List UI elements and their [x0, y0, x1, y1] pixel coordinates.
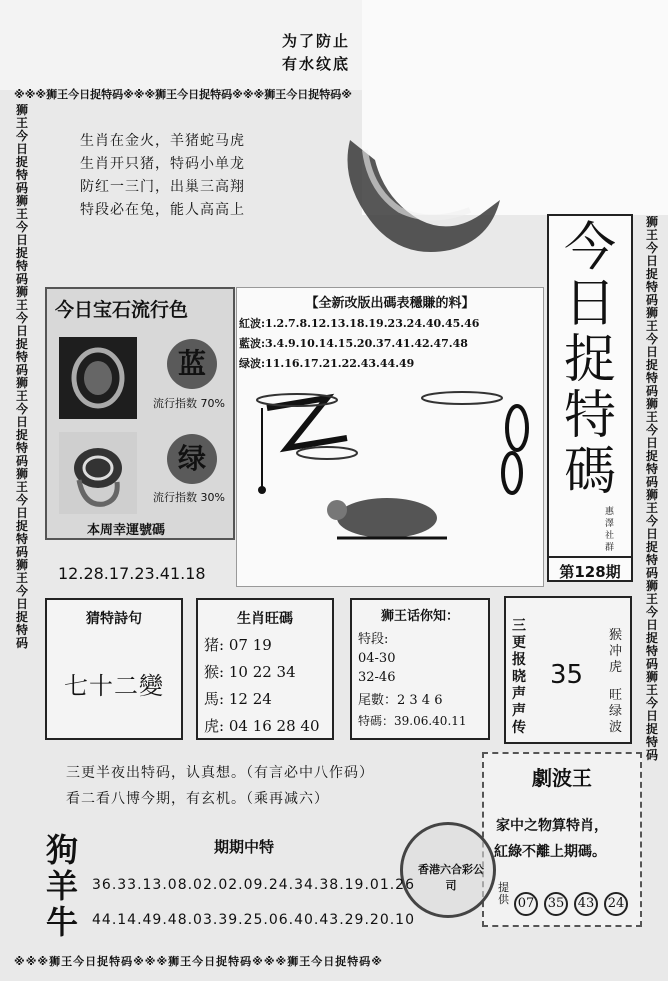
number-ball: 35	[544, 892, 568, 916]
masthead-box	[547, 214, 633, 582]
zodiac-nums: 10 22 34	[228, 663, 296, 681]
zodiac-animal: 猪:	[204, 636, 225, 654]
masthead-sub: 惠 澤 社 群	[605, 507, 615, 553]
masthead-char: 碼	[563, 442, 616, 502]
left-side-text: 狮王今日捉特码狮王今日捉特码狮王今日捉特码狮王今日捉特码狮王今日捉特码狮王今日捉特码	[16, 104, 29, 650]
header-notice-2: 有水纹底	[282, 55, 351, 73]
cartoon-illustration	[237, 378, 543, 578]
top-banner: ※※※狮王今日捉特码※※※狮王今日捉特码※※※狮王今日捉特码※	[14, 88, 352, 101]
right-side-text: 狮王今日捉特码狮王今日捉特码狮王今日捉特码狮王今日捉特码狮王今日捉特码狮王今日捉特码	[646, 216, 659, 762]
dawn-right-top: 猴冲虎	[609, 628, 623, 675]
masthead-char: 日	[563, 274, 616, 334]
special-row-1: 36.33.13.08.02.02.09.24.34.38.19.01.26	[92, 877, 415, 893]
number-ball: 43	[574, 892, 598, 916]
color-badge-blue	[167, 339, 217, 389]
company-stamp	[400, 822, 496, 918]
lion-title: 狮王话你知：	[380, 609, 459, 624]
wave-king-line-2: 紅綠不離上期碼。	[494, 844, 606, 860]
zodiac-row	[204, 715, 332, 736]
lion-line: 尾數：2 3 4 6	[358, 693, 443, 708]
color-label: 蓝	[177, 347, 206, 380]
poem-line: 特段必在兔，能人高高上	[80, 202, 245, 218]
lion-line: 特段:	[358, 632, 389, 647]
guess-poem-title: 猜特詩句	[86, 611, 142, 627]
provider-label: 提供	[498, 881, 509, 906]
special-row-2: 44.14.49.48.03.39.25.06.40.43.29.20.10	[92, 912, 415, 928]
masthead-char: 特	[563, 386, 616, 446]
dawn-box	[504, 596, 632, 744]
zodiac-animal: 馬:	[204, 690, 225, 708]
poem-line: 防红一三门，出巢三高翔	[80, 179, 245, 195]
guess-poem-box	[45, 598, 183, 740]
bottom-banner: ※※※狮王今日捉特码※※※狮王今日捉特码※※※狮王今日捉特码※	[14, 955, 383, 968]
dawn-number: 35	[550, 660, 584, 690]
zodiac-title: 生肖旺碼	[237, 611, 293, 627]
waves-panel	[236, 287, 544, 587]
special-title: 期期中特	[214, 838, 275, 856]
lucky-numbers: 12.28.17.23.41.18	[58, 564, 206, 583]
guess-poem-answer: 七十二變	[64, 672, 164, 700]
poem-line: 生肖开只猪，特码小单龙	[80, 156, 245, 172]
blue-wave-line: 藍波:3.4.9.10.14.15.20.37.41.42.47.48	[239, 337, 468, 350]
color-badge-green	[167, 434, 217, 484]
masthead-char: 今	[563, 218, 616, 278]
poem-line: 生肖在金火，羊猪蛇马虎	[80, 133, 245, 149]
wave-king-panel	[482, 752, 642, 927]
popularity-index-2: 流行指数 30%	[153, 491, 225, 504]
gem-panel	[45, 287, 235, 540]
lion-line: 32-46	[358, 670, 396, 685]
zodiac-row	[204, 661, 332, 682]
hint-line-2: 看二看八博今期，有玄机。（乘再减六）	[66, 791, 329, 807]
poem-block	[80, 130, 360, 222]
lion-line: 04-30	[358, 651, 396, 666]
hint-line-1: 三更半夜出特码，认真想。（有言必中八作码）	[66, 765, 374, 781]
green-wave-line: 绿波:11.16.17.21.22.43.44.49	[239, 357, 415, 370]
zodiac-row	[204, 634, 332, 655]
ring-icon	[59, 337, 137, 419]
zodiac-nums: 12 24	[228, 690, 272, 708]
special-animals: 狗羊牛	[46, 831, 79, 941]
issue-number: 第128期	[549, 556, 631, 582]
lion-tips-box	[350, 598, 490, 740]
stamp-text: 香港六合彩公司	[418, 863, 484, 892]
lucky-title: 本周幸運號碼	[87, 523, 166, 538]
waves-title: 【全新改版出碼表穩賺的料】	[305, 296, 475, 311]
wave-king-line-1: 家中之物算特肖，	[496, 818, 608, 834]
dawn-right-bottom: 旺绿波	[609, 688, 623, 735]
lion-line: 特碼：39.06.40.11	[358, 714, 467, 728]
wave-king-title: 劇波王	[532, 766, 592, 790]
popularity-index-1: 流行指数 70%	[153, 397, 225, 410]
zodiac-nums: 04 16 28 40	[228, 717, 320, 735]
dawn-left-col: 三更报晓声声传	[512, 618, 526, 736]
number-ball: 07	[514, 892, 538, 916]
color-label: 绿	[177, 442, 206, 475]
masthead-char: 捉	[563, 330, 616, 390]
zodiac-nums: 07 19	[228, 636, 272, 654]
spiral-ring-icon	[59, 432, 137, 514]
gem-ring-image-1	[59, 337, 137, 419]
number-ball: 24	[604, 892, 628, 916]
gem-ring-image-2	[59, 432, 137, 514]
zodiac-animal: 猴:	[204, 663, 225, 681]
header-notice-1: 为了防止	[282, 32, 351, 50]
zodiac-animal: 虎:	[204, 717, 225, 735]
balls-row	[514, 892, 628, 916]
zodiac-row	[204, 688, 332, 709]
nest-illustration	[330, 120, 510, 280]
masthead-title	[549, 216, 631, 500]
red-wave-line: 紅波:1.2.7.8.12.13.18.19.23.24.40.45.46	[239, 317, 480, 330]
gem-title: 今日宝石流行色	[55, 299, 189, 321]
zodiac-box	[196, 598, 334, 740]
